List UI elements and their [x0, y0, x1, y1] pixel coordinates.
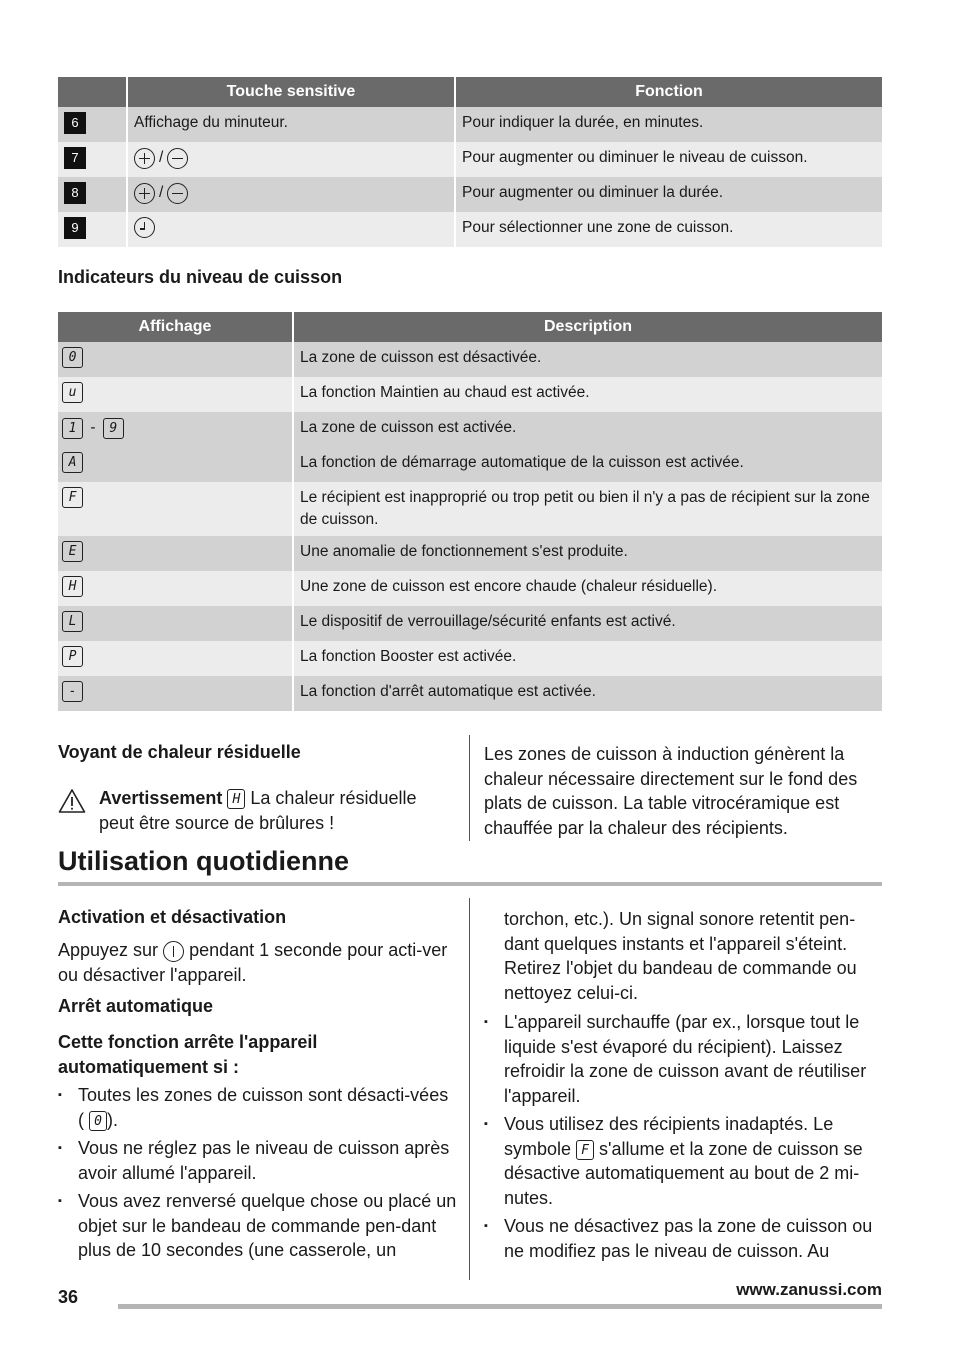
- bullet-text: s'allume et la zone de cuisson se désactive automatiquement au bout de 2 mi-nutes.: [504, 1138, 863, 1208]
- table-row: [58, 482, 882, 536]
- cooking-level-indicators-table: [58, 312, 882, 711]
- list-item: ▪ L'appareil surchauffe (par ex., lorsque tout le liquide s'est évaporé du récipient). Laissez refroidir la zone de cuisson avant de réutiliser l'appareil.: [484, 1010, 882, 1108]
- function-cell: Pour augmenter ou diminuer le niveau de cuisson.: [454, 142, 882, 177]
- footer-url: www.zanussi.com: [736, 1280, 882, 1299]
- continued-paragraph: torchon, etc.). Un signal sonore retentit pen-dant quelques instants et l'appareil s'éteint. Retirez l'objet du bandeau de commande ou nettoyez celui-ci.: [504, 909, 857, 1003]
- bullet-text: Vous utilisez des récipients inadaptés. Le symbole: [504, 1114, 834, 1159]
- table2-header-description: Description: [292, 312, 882, 342]
- list-item: [484, 1112, 882, 1210]
- list-item: ▪ Vous ne réglez pas le niveau de cuisson après avoir allumé l'appareil.: [58, 1136, 458, 1185]
- description-cell: Le dispositif de verrouillage/sécurité enfants est activé.: [292, 606, 882, 641]
- description-cell: La fonction Maintien au chaud est activée.: [292, 377, 882, 412]
- table-row: [58, 142, 882, 177]
- description-cell: Une anomalie de fonctionnement s'est produite.: [292, 536, 882, 571]
- warning-icon: [58, 788, 86, 814]
- description-cell: La zone de cuisson est désactivée.: [292, 342, 882, 377]
- range-separator: -: [90, 419, 96, 436]
- table-row: [58, 676, 882, 711]
- slash-separator: /: [159, 184, 164, 201]
- warning-label: Avertissement: [99, 788, 223, 808]
- section-title: Utilisation quotidienne: [58, 846, 349, 876]
- table-row: [58, 447, 882, 482]
- section-rule: [58, 882, 882, 886]
- display-symbol: F: [576, 1140, 594, 1160]
- page-number: 36: [58, 1287, 79, 1307]
- display-symbol: 9: [103, 418, 124, 439]
- table-row: [58, 377, 882, 412]
- description-cell: La fonction d'arrêt automatique est activée.: [292, 676, 882, 711]
- display-symbol: 1: [62, 418, 83, 439]
- display-symbol: E: [62, 541, 83, 562]
- plus-icon: [134, 183, 155, 204]
- row-number-badge: 9: [64, 217, 86, 239]
- list-item: ▪ Vous ne désactivez pas la zone de cuisson ou ne modifiez pas le niveau de cuisson. Au: [484, 1214, 882, 1263]
- activation-heading: Activation et désactivation: [58, 907, 287, 927]
- plus-icon: [134, 148, 155, 169]
- function-cell: Pour indiquer la durée, en minutes.: [454, 107, 882, 142]
- warning-text: La chaleur résiduelle: [245, 788, 417, 808]
- slash-separator: /: [159, 149, 164, 166]
- function-cell: Pour augmenter ou diminuer la durée.: [454, 177, 882, 212]
- display-symbol: 0: [62, 347, 83, 368]
- display-symbol: F: [62, 487, 83, 508]
- touch-cell: Affichage du minuteur.: [126, 107, 454, 142]
- table-row: [58, 342, 882, 377]
- description-cell: Une zone de cuisson est encore chaude (chaleur résiduelle).: [292, 571, 882, 606]
- row-number-badge: 6: [64, 112, 86, 134]
- touch-cell: [126, 142, 454, 177]
- display-symbol: P: [62, 646, 83, 667]
- table-row: [58, 212, 882, 247]
- touch-cell: [126, 212, 454, 247]
- auto-stop-list-right: [484, 1010, 882, 1267]
- power-icon: [163, 941, 184, 962]
- table-row: [58, 571, 882, 606]
- table-row: [58, 606, 882, 641]
- table-row: [58, 641, 882, 676]
- column-divider: [469, 898, 470, 1280]
- display-symbol: A: [62, 452, 83, 473]
- list-item: [58, 1083, 458, 1132]
- auto-stop-list-left: [58, 1083, 458, 1267]
- description-cell: La fonction Booster est activée.: [292, 641, 882, 676]
- display-symbol: H: [227, 789, 245, 809]
- display-symbol: 0: [89, 1111, 107, 1131]
- indicators-heading: Indicateurs du niveau de cuisson: [58, 267, 343, 287]
- column-divider: [469, 735, 470, 841]
- activation-text-before: Appuyez sur: [58, 940, 164, 960]
- description-cell: La zone de cuisson est activée.: [292, 412, 882, 447]
- induction-paragraph: Les zones de cuisson à induction génèrent la chaleur nécessaire directement sur le fond des plats de cuisson. La table vitrocéramique est chauffée par la chaleur des récipients.: [484, 744, 858, 838]
- bullet-text: Toutes les zones de cuisson sont désacti-vées (: [78, 1085, 449, 1130]
- row-number-badge: 8: [64, 182, 86, 204]
- activation-text-after: pendant 1 seconde pour acti-ver ou désactiver l'appareil.: [58, 940, 448, 985]
- warning-block: [99, 786, 459, 835]
- function-cell: Pour sélectionner une zone de cuisson.: [454, 212, 882, 247]
- table2-header-display: Affichage: [58, 312, 292, 342]
- touch-cell: [126, 177, 454, 212]
- table-row: [58, 412, 882, 447]
- table-row: [58, 536, 882, 571]
- row-number-badge: 7: [64, 147, 86, 169]
- auto-stop-heading: Arrêt automatique: [58, 996, 214, 1016]
- display-symbol: -: [62, 681, 83, 702]
- table1-header-function: Fonction: [454, 77, 882, 107]
- minus-icon: [167, 148, 188, 169]
- warning-text-2: peut être source de brûlures !: [99, 812, 335, 833]
- auto-stop-subheading: Cette fonction arrête l'appareil automatiquement si :: [58, 1032, 318, 1077]
- display-symbol: H: [62, 576, 83, 597]
- table1-header-touch: Touche sensitive: [126, 77, 454, 107]
- table-row: [58, 177, 882, 212]
- display-symbol: L: [62, 611, 83, 632]
- minus-icon: [167, 183, 188, 204]
- table-row: [58, 107, 882, 142]
- table1-header-num: [58, 77, 126, 107]
- touch-controls-table: [58, 77, 882, 247]
- bullet-text: ).: [107, 1109, 119, 1130]
- description-cell: Le récipient est inapproprié ou trop petit ou bien il n'y a pas de récipient sur la zone de cuisson.: [292, 482, 882, 536]
- footer-rule: [118, 1304, 882, 1309]
- list-item: ▪ Vous avez renversé quelque chose ou placé un objet sur le bandeau de commande pen-dant plus de 10 secondes (une casserole, un: [58, 1189, 458, 1263]
- display-symbol: u: [62, 382, 83, 403]
- residual-heat-heading: Voyant de chaleur résiduelle: [58, 742, 301, 762]
- clock-icon: [134, 217, 155, 238]
- activation-paragraph: [58, 938, 454, 987]
- description-cell: La fonction de démarrage automatique de la cuisson est activée.: [292, 447, 882, 482]
